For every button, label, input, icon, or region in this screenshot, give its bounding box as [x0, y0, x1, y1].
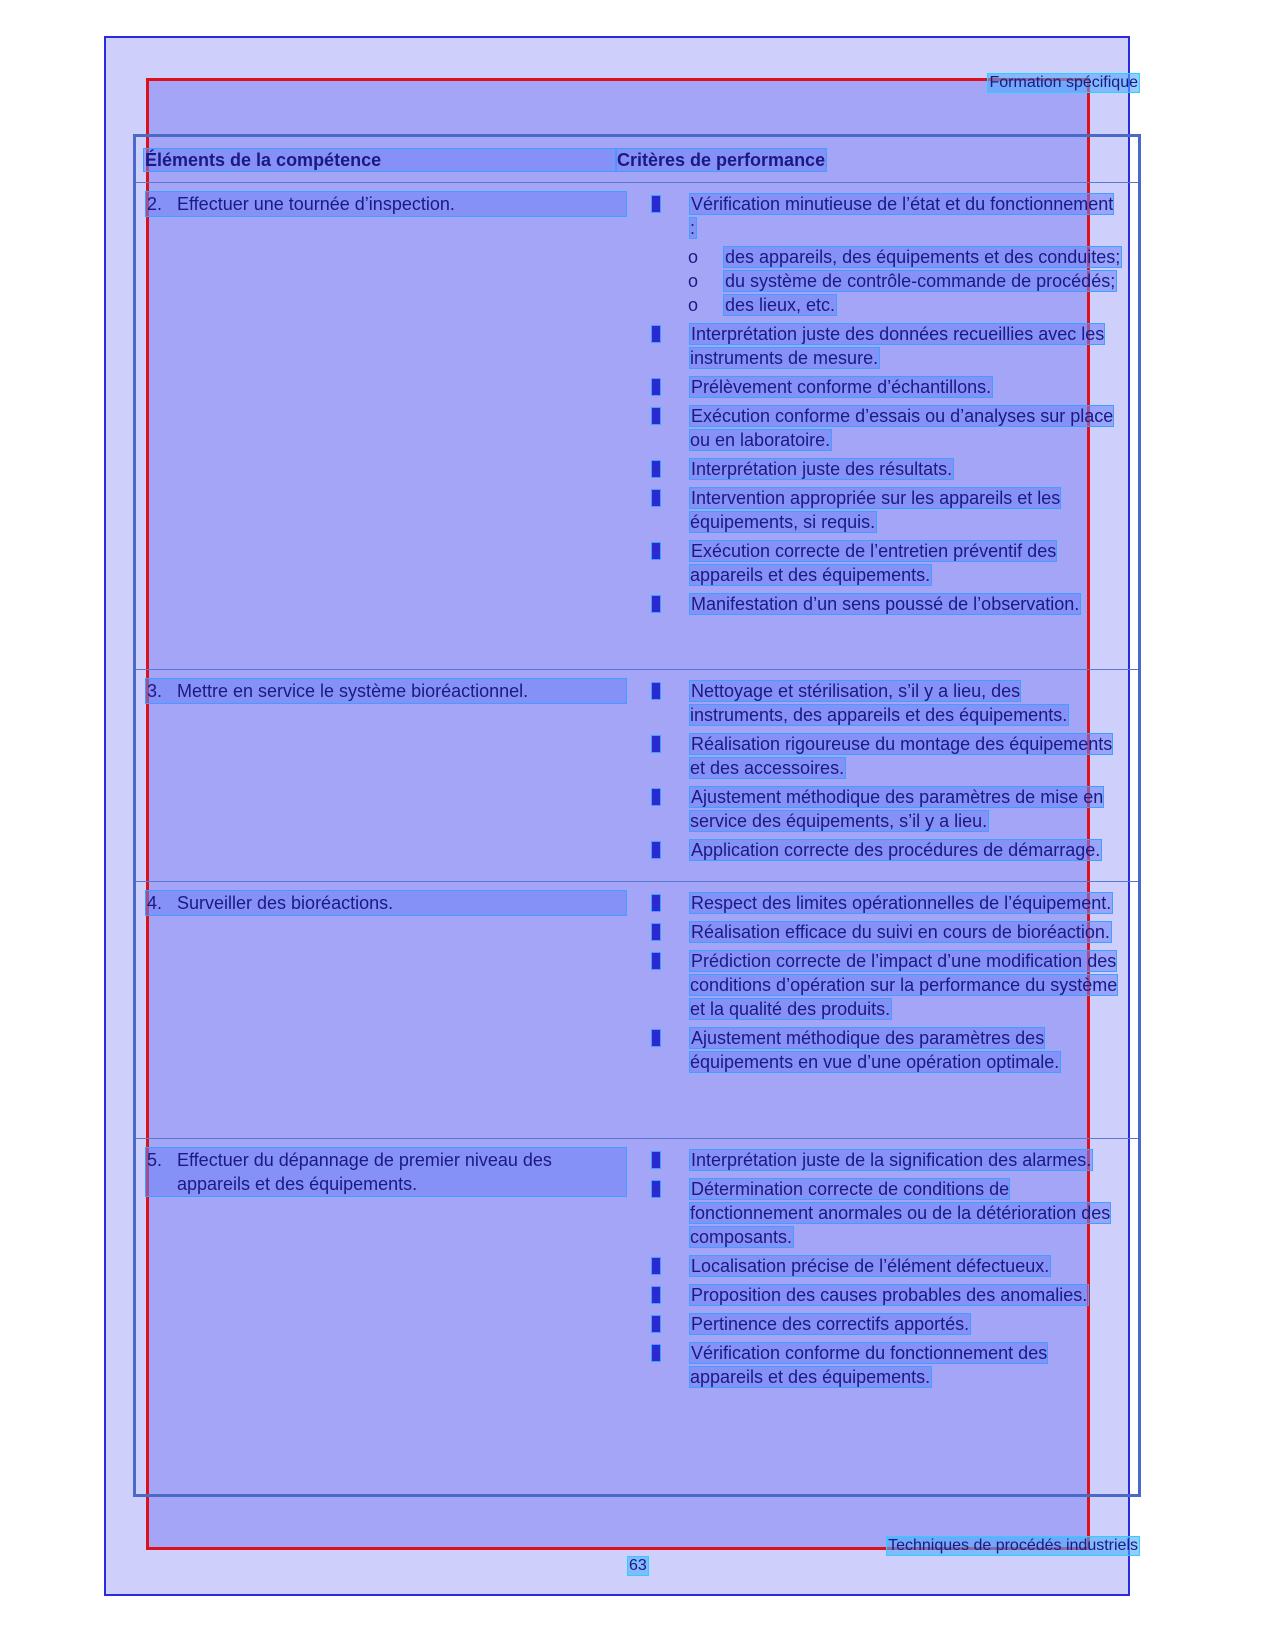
element-cell [146, 1148, 626, 1196]
bullet-icon [652, 408, 660, 424]
bullet-icon [652, 1316, 660, 1332]
bullet-icon [652, 461, 660, 477]
element-cell [146, 192, 626, 216]
criterion-item: Interprétation juste de la signification des alarmes. [652, 1148, 1122, 1172]
criteria-cell [652, 192, 1122, 621]
bullet-icon [652, 1181, 660, 1197]
bullet-icon [652, 953, 660, 969]
sub-criterion-item: o du système de contrôle-commande de procédés; [688, 271, 1116, 291]
criterion-item: Application correcte des procédures de démarrage. [652, 838, 1122, 862]
element-text: Effectuer une tournée d’inspection. [177, 194, 455, 214]
running-header: Formation spécifique [989, 74, 1138, 91]
bullet-icon [652, 683, 660, 699]
circle-bullet-icon: o [688, 271, 699, 291]
element-text: Mettre en service le système bioréactionnel. [177, 681, 529, 701]
competence-table [133, 134, 1141, 1497]
criterion-item: Réalisation efficace du suivi en cours de bioréaction. [652, 920, 1122, 944]
sub-criterion-item: o des lieux, etc. [688, 295, 836, 315]
bullet-icon [652, 736, 660, 752]
criterion-item: Respect des limites opérationnelles de l’équipement. [652, 891, 1122, 915]
element-number: 2. [147, 194, 163, 214]
bullet-icon [652, 379, 660, 395]
bullet-icon [652, 1152, 660, 1168]
criterion-item: Vérification minutieuse de l’état et du fonctionnement : [652, 192, 1122, 240]
criterion-item: Pertinence des correctifs apportés. [652, 1312, 1122, 1336]
bullet-icon [652, 1258, 660, 1274]
criterion-item: Ajustement méthodique des paramètres de mise en service des équipements, s’il y a lieu. [652, 785, 1122, 833]
table-header-row [136, 137, 1138, 183]
bullet-icon [652, 789, 660, 805]
circle-bullet-icon: o [688, 247, 699, 267]
criteria-cell [652, 679, 1122, 867]
table-row [136, 182, 1138, 670]
element-text: Effectuer du dépannage de premier niveau des appareils et des équipements. [177, 1150, 552, 1194]
bullet-icon [652, 842, 660, 858]
criterion-item: Intervention appropriée sur les appareils et les équipements, si requis. [652, 486, 1122, 534]
element-text: Surveiller des bioréactions. [177, 893, 394, 913]
element-number: 5. [147, 1150, 163, 1170]
element-number: 4. [147, 893, 163, 913]
bullet-icon [652, 1030, 660, 1046]
element-cell [146, 679, 626, 703]
criterion-item: Prédiction correcte de l’impact d’une modification des conditions d’opération sur la performance du système et la qualité des produits. [652, 949, 1122, 1021]
bullet-icon [652, 895, 660, 911]
bullet-icon [652, 1345, 660, 1361]
criterion-item: Localisation précise de l’élément défectueux. [652, 1254, 1122, 1278]
criterion-item: Ajustement méthodique des paramètres des équipements en vue d’une opération optimale. [652, 1026, 1122, 1074]
table-row [136, 669, 1138, 882]
element-number: 3. [147, 681, 163, 701]
criteria-cell [652, 1148, 1122, 1394]
criterion-item: Vérification conforme du fonctionnement des appareils et des équipements. [652, 1341, 1122, 1389]
criterion-item: Interprétation juste des résultats. [652, 457, 1122, 481]
criterion-item: Proposition des causes probables des anomalies. [652, 1283, 1122, 1307]
bullet-icon [652, 196, 660, 212]
circle-bullet-icon: o [688, 295, 699, 315]
criterion-item: Interprétation juste des données recueillies avec les instruments de mesure. [652, 322, 1122, 370]
criterion-item: Exécution conforme d’essais ou d’analyses sur place ou en laboratoire. [652, 404, 1122, 452]
table-row [136, 881, 1138, 1139]
running-footer: Techniques de procédés industriels [888, 1537, 1138, 1554]
criterion-item: Détermination correcte de conditions de fonctionnement anormales ou de la détérioration des composants. [652, 1177, 1122, 1249]
bullet-icon [652, 1287, 660, 1303]
bullet-icon [652, 924, 660, 940]
criterion-item: Réalisation rigoureuse du montage des équipements et des accessoires. [652, 732, 1122, 780]
criterion-item: Nettoyage et stérilisation, s’il y a lieu, des instruments, des appareils et des équipements. [652, 679, 1122, 727]
criteria-cell [652, 891, 1122, 1079]
bullet-icon [652, 543, 660, 559]
element-cell [146, 891, 626, 915]
criterion-item: Prélèvement conforme d’échantillons. [652, 375, 1122, 399]
bullet-icon [652, 596, 660, 612]
criterion-item: Exécution correcte de l’entretien préventif des appareils et des équipements. [652, 539, 1122, 587]
column-header-criteria: Critères de performance [617, 150, 826, 170]
table-row [136, 1138, 1138, 1494]
sub-criterion-item: o des appareils, des équipements et des conduites; [688, 247, 1121, 267]
criterion-item: Manifestation d’un sens poussé de l’observation. [652, 592, 1122, 616]
bullet-icon [652, 490, 660, 506]
bullet-icon [652, 326, 660, 342]
column-header-elements: Éléments de la compétence [144, 149, 616, 171]
page-number: 63 [629, 1557, 647, 1574]
